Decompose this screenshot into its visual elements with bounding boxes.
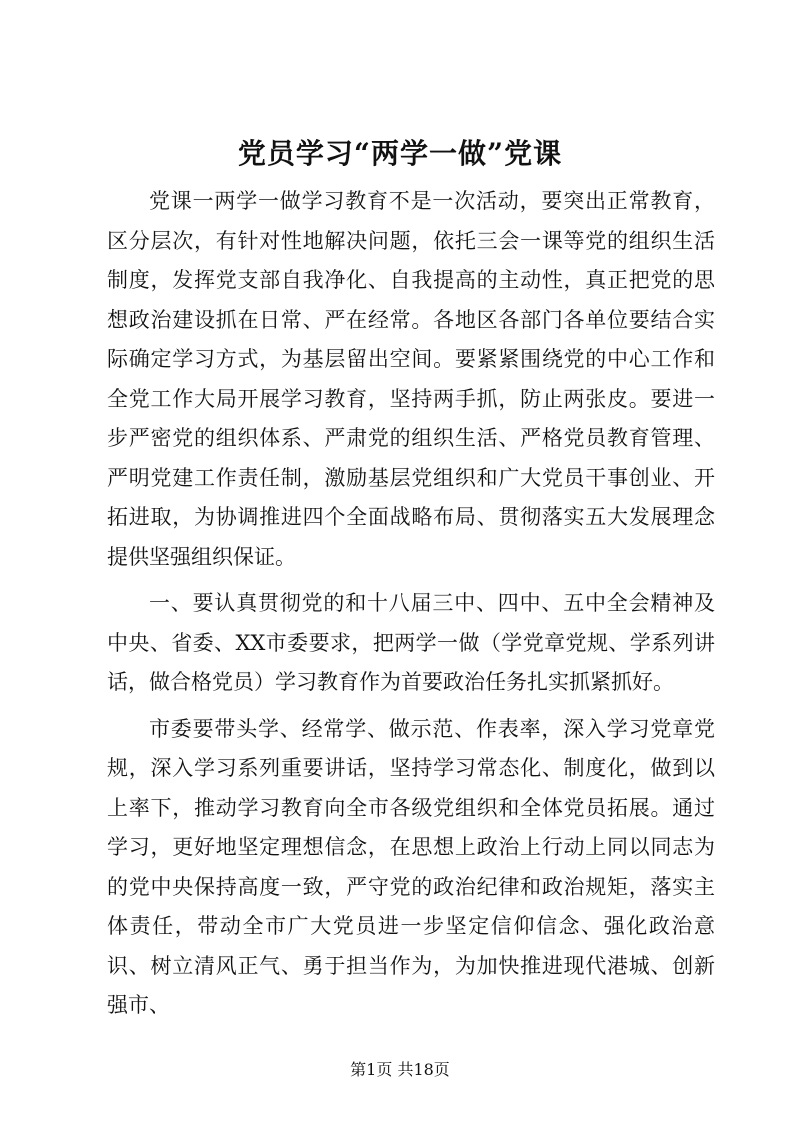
paragraph-intro: 党课一两学一做学习教育不是一次活动，要突出正常教育，区分层次，有针对性地解决问题，依托三会一课等党的组织生活制度，发挥党支部自我净化、自我提高的主动性，真正把党的思想政治建设抓在日常、严在经常。各地区各部门各单位要结合实际确定学习方式，为基层留出空间。要紧紧围绕党的中心工作和全党工作大局开展学习教育，坚持两手抓，防止两张皮。要进一步严密党的组织体系、严肃党的组织生活、严格党员教育管理、严明党建工作责任制，激励基层党组织和广大党员干事创业、开拓进取，为协调推进四个全面战略布局、贯彻落实五大发展理念提供坚强组织保证。: [107, 189, 715, 569]
paragraph-section-one: 一、要认真贯彻党的和十八届三中、四中、五中全会精神及中央、省委、XX市委要求，把两学一做（学党章党规、学系列讲话，做合格党员）学习教育作为首要政治任务扎实抓紧抓好。: [107, 591, 715, 694]
document-title: 党员学习“两学一做”党课: [237, 137, 563, 170]
document-body: [107, 182, 715, 1026]
paragraph-city-committee: 市委要带头学、经常学、做示范、作表率，深入学习党章党规，深入学习系列重要讲话，坚持学习常态化、制度化，做到以上率下，推动学习教育向全市各级党组织和全体党员拓展。通过学习，更好地坚定理想信念，在思想上政治上行动上同以同志为的党中央保持高度一致，严守党的政治纪律和政治规矩，落实主体责任，带动全市广大党员进一步坚定信仰信念、强化政治意识、树立清风正气、勇于担当作为，为加快推进现代港城、创新强市、: [107, 716, 715, 1017]
page-number-footer: 第1页 共18页: [350, 1060, 450, 1079]
